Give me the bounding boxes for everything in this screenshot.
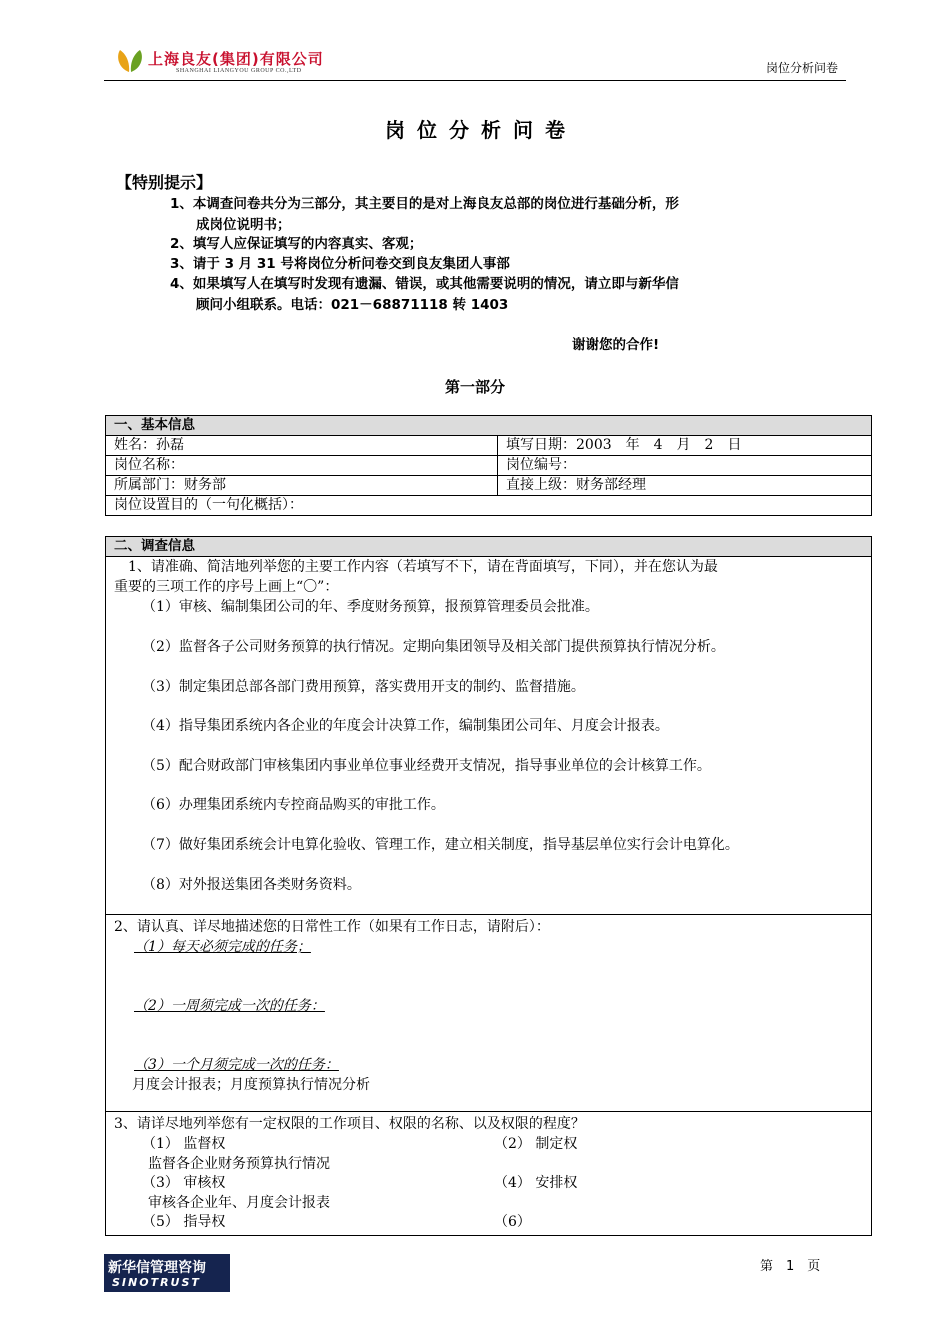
basic-info-heading: 一、基本信息 bbox=[106, 416, 871, 436]
q1-prompt: 1、请准确、简洁地列举您的主要工作内容（若填写不下，请在背面填写，下同），并在您认为最 bbox=[114, 559, 718, 575]
notice-line: 顾问小组联系。电话：021－68871118 转 1403 bbox=[196, 297, 509, 313]
q3-item: （3） 审核权 bbox=[142, 1175, 226, 1191]
divider bbox=[106, 914, 871, 915]
thanks-text: 谢谢您的合作! bbox=[572, 337, 660, 353]
q3-item: （4） 安排权 bbox=[494, 1175, 578, 1191]
q1-prompt-cont: 重要的三项工作的序号上画上“〇”： bbox=[114, 579, 339, 595]
q3-item-desc: 审核各企业年、月度会计报表 bbox=[148, 1195, 330, 1211]
q3-prompt: 3、请详尽地列举您有一定权限的工作项目、权限的名称、以及权限的程度？ bbox=[114, 1116, 585, 1132]
notice-line: 4、如果填写人在填写时发现有遗漏、错误，或其他需要说明的情况，请立即与新华信 bbox=[170, 276, 679, 292]
leaf-logo-icon bbox=[116, 48, 144, 74]
q1-item: （4）指导集团系统内各企业的年度会计决算工作，编制集团公司年、月度会计报表。 bbox=[142, 718, 669, 734]
q2-weekly-label: （2）一周须完成一次的任务： bbox=[134, 998, 325, 1014]
survey-heading: 二、调查信息 bbox=[106, 537, 871, 557]
table-row bbox=[106, 496, 871, 515]
notice-line: 3、请于 3 月 31 号将岗位分析问卷交到良友集团人事部 bbox=[170, 256, 510, 272]
page-header bbox=[104, 40, 846, 81]
notice-heading: 【特别提示】 bbox=[116, 173, 213, 192]
q1-item: （8）对外报送集团各类财务资料。 bbox=[142, 877, 361, 893]
q3-item: （6） bbox=[494, 1214, 531, 1230]
sinotrust-logo bbox=[104, 1254, 230, 1292]
survey-table bbox=[105, 536, 872, 1236]
q3-item: （5） 指导权 bbox=[142, 1214, 226, 1230]
basic-info-table bbox=[105, 415, 872, 516]
q2-daily-label: （1）每天必须完成的任务； bbox=[134, 939, 311, 955]
q1-item: （3）制定集团总部各部门费用预算，落实费用开支的制约、监督措施。 bbox=[142, 679, 585, 695]
notice-line: 1、本调查问卷共分为三部分，其主要目的是对上海良友总部的岗位进行基础分析，形 bbox=[170, 196, 679, 212]
superior-field[interactable]: 直接上级：财务部经理 bbox=[506, 477, 646, 493]
part-one-title: 第一部分 bbox=[444, 378, 505, 396]
q1-item: （6）办理集团系统内专控商品购买的审批工作。 bbox=[142, 797, 445, 813]
table-row bbox=[106, 456, 871, 476]
date-field[interactable]: 填写日期：2003 年 4 月 2 日 bbox=[506, 437, 742, 453]
divider bbox=[106, 1111, 871, 1112]
table-row bbox=[106, 436, 871, 456]
q2-prompt: 2、请认真、详尽地描述您的日常性工作（如果有工作日志，请附后）： bbox=[114, 919, 550, 935]
notice-line: 成岗位说明书； bbox=[196, 217, 291, 233]
notice-line: 2、填写人应保证填写的内容真实、客观； bbox=[170, 236, 423, 252]
q2-monthly-answer: 月度会计报表；月度预算执行情况分析 bbox=[132, 1077, 370, 1093]
footer-brand-cn: 新华信管理咨询 bbox=[108, 1260, 206, 1276]
table-row bbox=[106, 476, 871, 496]
q3-item-desc: 监督各企业财务预算执行情况 bbox=[148, 1156, 330, 1172]
header-doc-label: 岗位分析问卷 bbox=[765, 61, 838, 75]
q3-item: （2） 制定权 bbox=[494, 1136, 578, 1152]
page-title: 岗位分析问卷 bbox=[385, 118, 577, 142]
q1-item: （7）做好集团系统会计电算化验收、管理工作，建立相关制度，指导基层单位实行会计电算化。 bbox=[142, 837, 739, 853]
position-name-field[interactable]: 岗位名称： bbox=[106, 456, 498, 475]
department-field[interactable]: 所属部门：财务部 bbox=[106, 476, 498, 495]
company-name-en: SHANGHAI LIANGYOU GROUP CO.,LTD bbox=[176, 68, 302, 74]
purpose-field[interactable]: 岗位设置目的（一句化概括）： bbox=[114, 497, 303, 513]
name-field[interactable]: 姓名：孙磊 bbox=[106, 436, 498, 455]
q2-monthly-label: （3）一个月须完成一次的任务： bbox=[134, 1057, 339, 1073]
page-number: 第 1 页 bbox=[760, 1259, 821, 1274]
q3-item: （1） 监督权 bbox=[142, 1136, 226, 1152]
q1-item: （1）审核、编制集团公司的年、季度财务预算，报预算管理委员会批准。 bbox=[142, 599, 599, 615]
q1-item: （5）配合财政部门审核集团内事业单位事业经费开支情况，指导事业单位的会计核算工作。 bbox=[142, 758, 711, 774]
footer-brand-en: SINOTRUST bbox=[112, 1276, 201, 1289]
q1-item: （2）监督各子公司财务预算的执行情况。定期向集团领导及相关部门提供预算执行情况分析。 bbox=[142, 639, 725, 655]
position-no-field[interactable]: 岗位编号： bbox=[506, 457, 576, 473]
company-name-cn: 上海良友(集团)有限公司 bbox=[148, 50, 324, 68]
